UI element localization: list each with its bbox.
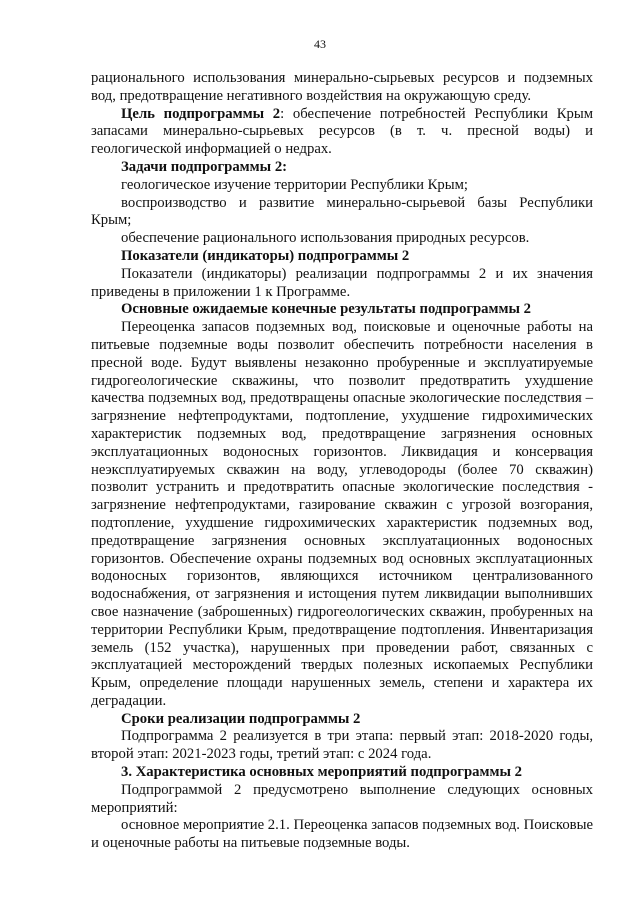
- section-3-paragraph: Подпрограммой 2 предусмотрено выполнение следующих основных мероприятий:: [91, 781, 593, 816]
- document-body: [91, 70, 593, 853]
- goal-text: : обеспечение потребностей Республики Крым запасами минерально-сырьевых ресурсов (в т. ч. пресной воды) и геологической информацией о недрах.: [91, 105, 593, 158]
- section-3-heading: 3. Характеристика основных мероприятий подпрограммы 2: [121, 764, 522, 781]
- terms-paragraph: Подпрограмма 2 реализуется в три этапа: первый этап: 2018-2020 годы, второй этап: 2021-2023 годы, третий этап: с 2024 года.: [91, 728, 593, 763]
- task-item: обеспечение рационального использования природных ресурсов.: [121, 230, 530, 247]
- goal-label: Цель подпрограммы 2: [121, 105, 281, 122]
- indicators-heading: Показатели (индикаторы) подпрограммы 2: [121, 247, 410, 264]
- task-item: геологическое изучение территории Республики Крым;: [121, 176, 468, 193]
- task-item: воспроизводство и развитие минерально-сырьевой базы Республики Крым;: [91, 194, 593, 229]
- paragraph-resources: рационального использования минерально-сырьевых ресурсов и подземных вод, предотвращение негативного воздействия на окружающую среду.: [91, 70, 593, 104]
- page-number: 43: [314, 37, 326, 51]
- indicators-paragraph: Показатели (индикаторы) реализации подпрограммы 2 и их значения приведены в приложении 1 к Программе.: [91, 265, 593, 300]
- results-paragraph: Переоценка запасов подземных вод, поисковые и оценочные работы на питьевые подземные воды позволит обеспечить потребности населения в пресной воде. Будут выявлены незаконно пробуренные и эксплуатируемые гидрогеологические скважины, что позволит предотвратить ухудшение качества подземных вод, предотвращены опасные экологические последствия – загрязнение нефтепродуктами, подтопление, ухудшение гидрохимических характеристик подземных вод, предотвращение загрязнения основных эксплуатационных водоносных горизонтов. Ликвидация и консервация неэксплуатируемых скважин на воду, углеводороды (более 70 скважин) позволит устранить и предотвратить опасные экологические последствия - загрязнение нефтепродуктами, газирование скважин с угрозой возгорания, подтопление, ухудшение гидрохимических характеристик подземных вод, предотвращение загрязнения основных эксплуатационных водоносных горизонтов. Обеспечение охраны подземных вод основных эксплуатационных водоносных горизонтов, являющихся источником централизованного водоснабжения, от загрязнения и истощения путем ликвидации выполнивших свое назначение (заброшенных) гидрогеологических скважин, пробуренных на территории Республики Крым, предотвращение подтопления. Инвентаризация земель (152 участка), нарушенных при проведении работ, связанных с эксплуатацией месторождений твердых полезных ископаемых Республики Крым, определение площади нарушенных земель, степени и характера их деградации.: [91, 319, 593, 709]
- paragraph-goal: [91, 106, 593, 159]
- measure-item: основное мероприятие 2.1. Переоценка запасов подземных вод. Поисковые и оценочные работы на питьевые подземные воды.: [91, 817, 593, 852]
- results-heading: Основные ожидаемые конечные результаты подпрограммы 2: [121, 301, 531, 318]
- tasks-heading: Задачи подпрограммы 2:: [121, 158, 288, 175]
- terms-heading: Сроки реализации подпрограммы 2: [121, 710, 361, 727]
